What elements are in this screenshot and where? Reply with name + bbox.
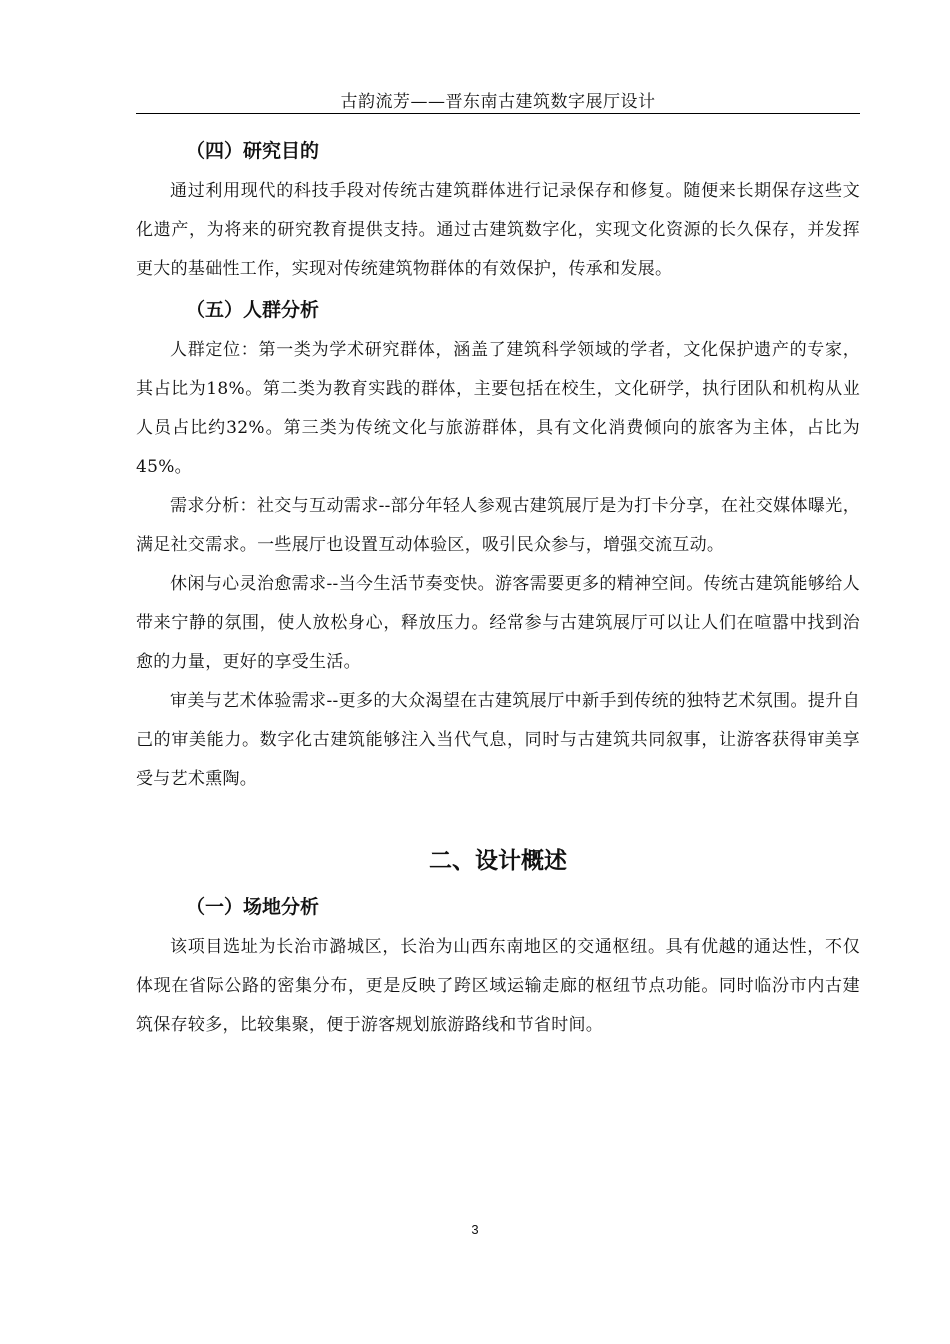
page-body <box>136 133 860 1045</box>
section-heading-research-purpose: （四）研究目的 <box>186 140 320 162</box>
paragraph-audience-positioning: 人群定位：第一类为学术研究群体，涵盖了建筑科学领域的学者，文化保护遗产的专家，其占比为18%。第二类为教育实践的群体，主要包括在校生，文化研学，执行团队和机构从业人员占比约32%。第三类为传统文化与旅游群体，具有文化消费倾向的旅客为主体，占比为45%。 <box>136 340 860 477</box>
paragraph-research-purpose: 通过利用现代的科技手段对传统古建筑群体进行记录保存和修复。随便来长期保存这些文化遗产，为将来的研究教育提供支持。通过古建筑数字化，实现文化资源的长久保存，并发挥更大的基础性工作，实现对传统建筑物群体的有效保护，传承和发展。 <box>136 181 860 279</box>
paragraph-needs-aesthetic: 审美与艺术体验需求--更多的大众渴望在古建筑展厅中新手到传统的独特艺术氛围。提升自己的审美能力。数字化古建筑能够注入当代气息，同时与古建筑共同叙事，让游客获得审美享受与艺术熏陶。 <box>136 691 860 789</box>
section-heading-site-analysis: （一）场地分析 <box>186 896 320 918</box>
running-header: 古韵流芳——晋东南古建筑数字展厅设计 <box>340 92 656 112</box>
section-heading-audience-analysis: （五）人群分析 <box>186 299 320 321</box>
paragraph-site-analysis: 该项目选址为长治市潞城区，长治为山西东南地区的交通枢纽。具有优越的通达性，不仅体现在省际公路的密集分布，更是反映了跨区域运输走廊的枢纽节点功能。同时临汾市内古建筑保存较多，比较集聚，便于游客规划旅游路线和节省时间。 <box>136 937 860 1035</box>
paragraph-needs-social: 需求分析：社交与互动需求--部分年轻人参观古建筑展厅是为打卡分享，在社交媒体曝光，满足社交需求。一些展厅也设置互动体验区，吸引民众参与，增强交流互动。 <box>136 496 860 555</box>
header-rule <box>136 113 860 114</box>
page-number: 3 <box>471 1222 479 1237</box>
chapter-heading-design-overview: 二、设计概述 <box>429 848 567 874</box>
paragraph-needs-leisure: 休闲与心灵治愈需求--当今生活节奏变快。游客需要更多的精神空间。传统古建筑能够给人带来宁静的氛围，使人放松身心，释放压力。经常参与古建筑展厅可以让人们在喧嚣中找到治愈的力量，更好的享受生活。 <box>136 574 860 672</box>
